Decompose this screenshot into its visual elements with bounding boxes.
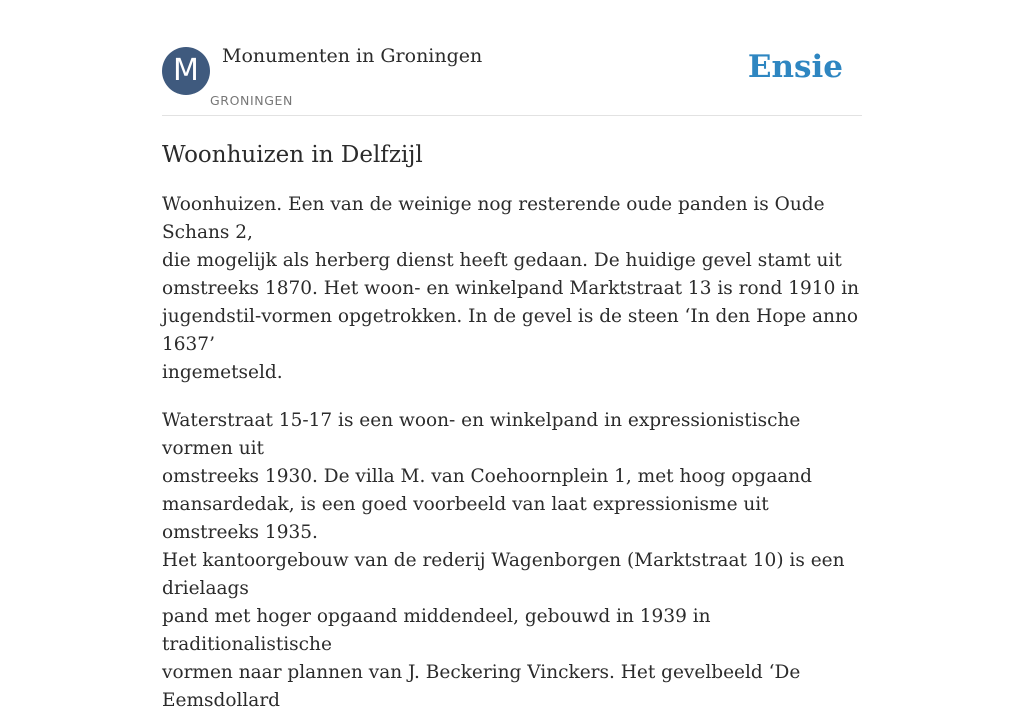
- article-paragraph: Woonhuizen. Een van de weinige nog resterende oude panden is Oude Schans 2, die mogelijk als herberg dienst heeft gedaan. De huidige gevel stamt uit omstreeks 1870. Het woon- en winkelpand Marktstraat 13 is rond 1910 in jugendstil-vormen opgetrokken. In de gevel is de steen ‘In den Hope anno 1637’ ingemetseld.: [162, 194, 860, 383]
- avatar[interactable]: M: [162, 47, 210, 95]
- source-subtitle[interactable]: GRONINGEN: [210, 93, 293, 108]
- article-paragraph: Waterstraat 15-17 is een woon- en winkelpand in expressionistische vormen uit omstreeks 1930. De villa M. van Coehoornplein 1, met hoog opgaand mansardedak, is een goed voorbeeld van laat expressionisme uit omstreeks 1935. Het kantoorgebouw van de rederij Wagenborgen (Marktstraat 10) is een drielaags pand met hoger opgaand middendeel, gebouwd in 1939 in traditionalistische vormen naar plannen van J. Beckering Vinckers. Het gevelbeeld ‘De Eemsdollard: [162, 410, 845, 711]
- article: [162, 139, 862, 715]
- source-title[interactable]: Monumenten in Groningen: [222, 45, 483, 67]
- source-header: [162, 0, 862, 116]
- brand-logo-link[interactable]: Ensie: [747, 49, 843, 85]
- article-title: Woonhuizen in Delfzijl: [162, 142, 423, 168]
